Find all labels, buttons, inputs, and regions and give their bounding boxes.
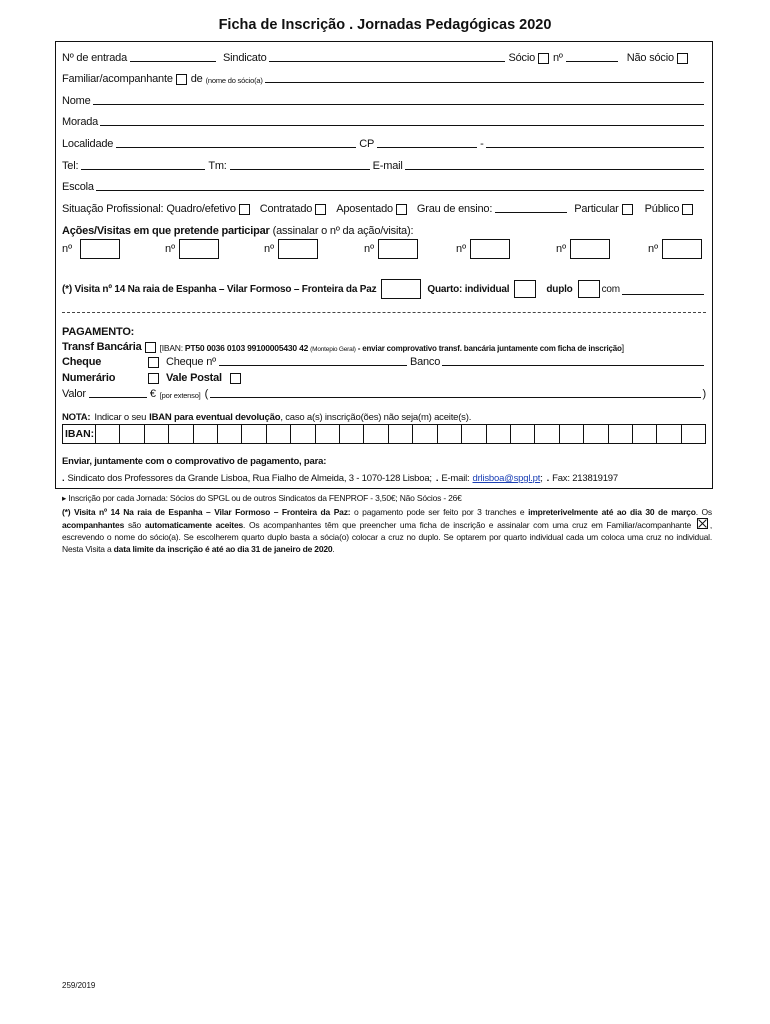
- quarto-label: Quarto: individual: [427, 283, 510, 295]
- acao-n-label: nº: [264, 243, 275, 255]
- localidade-field[interactable]: [116, 146, 356, 148]
- iban-cell[interactable]: [267, 425, 291, 443]
- contratado-label: Contratado: [259, 203, 313, 215]
- enviar-address: Sindicato dos Professores da Grande Lisboa, Rua Fialho de Almeida, 3 - 1070-128 Lisboa;: [67, 473, 432, 484]
- acao-box-2[interactable]: [179, 239, 219, 259]
- note-star: [62, 506, 712, 555]
- acao-slot-3: [264, 239, 318, 259]
- grau-label: Grau de ensino:: [416, 203, 493, 215]
- iban-cell[interactable]: [291, 425, 315, 443]
- note-bullet: [62, 492, 712, 504]
- iban-cell[interactable]: [438, 425, 462, 443]
- iban-cell[interactable]: [535, 425, 559, 443]
- numerario-checkbox[interactable]: [148, 373, 159, 384]
- iban-cell[interactable]: [389, 425, 413, 443]
- socio-label: Sócio: [508, 52, 536, 64]
- familiar-label: Familiar/acompanhante: [62, 73, 173, 85]
- row-nota: [62, 408, 706, 423]
- iban-cell[interactable]: [413, 425, 437, 443]
- row-escola: [62, 178, 706, 193]
- nome-field[interactable]: [93, 103, 704, 105]
- iban-grid-label: IBAN:: [63, 425, 96, 443]
- extenso-label: [por extenso]: [159, 391, 201, 400]
- nota-text-1: Indicar o seu: [94, 412, 147, 423]
- iban-close: ]: [621, 343, 624, 353]
- acao-slot-6: [556, 239, 610, 259]
- iban-cell[interactable]: [657, 425, 681, 443]
- row-nome: [62, 92, 706, 107]
- iban-cell[interactable]: [609, 425, 633, 443]
- enviar-title: Enviar, juntamente com o comprovativo de pagamento, para:: [62, 456, 327, 467]
- tm-field[interactable]: [230, 168, 370, 170]
- iban-cell[interactable]: [682, 425, 705, 443]
- iban-cell[interactable]: [633, 425, 657, 443]
- cp-field-2[interactable]: [486, 146, 704, 148]
- acao-slot-1: [62, 239, 120, 259]
- iban-cell[interactable]: [194, 425, 218, 443]
- row-numerario: [62, 369, 706, 384]
- iban-open: [IBAN:: [159, 343, 183, 353]
- acao-slot-2: [165, 239, 219, 259]
- acao-box-6[interactable]: [570, 239, 610, 259]
- star-text-5: , escrevendo o nome do sócio(a). Se escolherem quarto duplo basta a sócia(o) colocar a cruz no duplo. Se optarem por quarto individual cada um coloca uma cruz no individual. Nesta Visita a: [62, 520, 713, 554]
- nota-bold: IBAN para eventual devolução: [149, 412, 281, 423]
- nao-socio-checkbox[interactable]: [677, 53, 688, 64]
- escola-field[interactable]: [96, 189, 704, 191]
- acao-n-label: nº: [62, 243, 73, 255]
- star-bold-3: acompanhantes: [62, 520, 125, 530]
- entrada-label: Nº de entrada: [62, 52, 128, 64]
- socio-number-field[interactable]: [566, 60, 618, 62]
- banco-field[interactable]: [442, 364, 704, 366]
- localidade-label: Localidade: [62, 138, 114, 150]
- iban-cell[interactable]: [584, 425, 608, 443]
- acao-box-4[interactable]: [378, 239, 418, 259]
- acao-box-7[interactable]: [662, 239, 702, 259]
- quadro-label: Quadro/efetivo: [166, 203, 236, 215]
- star-bold-5: data limite da inscrição é até ao dia 31 de janeiro de 2020: [113, 544, 333, 554]
- aposentado-checkbox[interactable]: [396, 204, 407, 215]
- quadro-checkbox[interactable]: [239, 204, 250, 215]
- grau-field[interactable]: [495, 211, 567, 213]
- cp-separator: -: [480, 138, 484, 150]
- iban-cell[interactable]: [120, 425, 144, 443]
- extenso-field[interactable]: [210, 396, 701, 398]
- cheque-number-field[interactable]: [219, 364, 407, 366]
- iban-cell[interactable]: [511, 425, 535, 443]
- particular-label: Particular: [574, 203, 619, 215]
- acao-box-3[interactable]: [278, 239, 318, 259]
- iban-cell[interactable]: [364, 425, 388, 443]
- familiar-checkbox[interactable]: [176, 74, 187, 85]
- publico-checkbox[interactable]: [682, 204, 693, 215]
- acoes-hint: (assinalar o nº da ação/visita):: [272, 225, 414, 237]
- vale-label: Vale Postal: [166, 372, 222, 384]
- dashed-divider: [62, 312, 706, 313]
- cheque-label: Cheque: [62, 356, 102, 368]
- de-label: de: [190, 73, 203, 85]
- row-localidade: [62, 135, 706, 150]
- row-enviar-address: [62, 469, 706, 484]
- iban-cell[interactable]: [169, 425, 193, 443]
- enviar-comprovativo: - enviar comprovativo transf. bancária juntamente com ficha de inscrição: [357, 344, 622, 353]
- cheque-checkbox[interactable]: [148, 357, 159, 368]
- acao-slot-5: [456, 239, 510, 259]
- email-link[interactable]: drlisboa@spgl.pt: [472, 473, 541, 484]
- nao-socio-label: Não sócio: [626, 52, 674, 64]
- iban-cell[interactable]: [316, 425, 340, 443]
- iban-number: PT50 0036 0103 99100005430 42: [184, 343, 309, 353]
- nota-label: NOTA:: [62, 412, 91, 423]
- visita-box[interactable]: [381, 279, 421, 299]
- acao-box-1[interactable]: [80, 239, 120, 259]
- visita-label: (*) Visita nº 14 Na raia de Espanha – Vilar Formoso – Fronteira da Paz: [62, 283, 377, 295]
- sindicato-field[interactable]: [269, 60, 505, 62]
- bullet-text: Inscrição por cada Jornada: Sócios do SPGL ou de outros Sindicatos da FENPROF - 3,50€; Não Sócios - 26€: [68, 493, 462, 503]
- aposentado-label: Aposentado: [336, 203, 393, 215]
- star-text-4: . Os acompanhantes têm que preencher uma ficha de inscrição e assinalar com uma cruz em Familiar/acompanhante: [243, 520, 692, 530]
- com-label: com: [601, 283, 620, 295]
- transf-checkbox[interactable]: [145, 342, 156, 353]
- star-bold-2: impreterivelmente até ao dia 30 de março: [528, 507, 696, 517]
- iban-cell[interactable]: [96, 425, 120, 443]
- crossed-box-icon: [697, 518, 708, 529]
- situacao-label: Situação Profissional:: [62, 203, 164, 215]
- iban-cell[interactable]: [145, 425, 169, 443]
- enviar-dot-1: .: [62, 473, 65, 484]
- montepio-label: (Montepio Geral): [310, 346, 356, 353]
- email-label: E-mail: [372, 160, 403, 172]
- vale-checkbox[interactable]: [230, 373, 241, 384]
- particular-checkbox[interactable]: [622, 204, 633, 215]
- nome-socio-hint: (nome do sócio(a): [205, 76, 263, 85]
- iban-cell[interactable]: [340, 425, 364, 443]
- email-label-text: E-mail:: [441, 473, 470, 484]
- numerario-label: Numerário: [62, 372, 116, 384]
- acao-n-label: nº: [556, 243, 567, 255]
- nota-text-2: , caso a(s) inscrição(ões) não seja(m) aceite(s).: [280, 412, 472, 423]
- acao-n-label: nº: [456, 243, 467, 255]
- iban-cell[interactable]: [487, 425, 511, 443]
- paren-close: ): [702, 388, 706, 400]
- paren-open: (: [204, 388, 209, 400]
- iban-cell[interactable]: [218, 425, 242, 443]
- morada-label: Morada: [62, 116, 99, 128]
- nome-socio-field[interactable]: [265, 81, 704, 83]
- acao-n-label: nº: [364, 243, 375, 255]
- star-text-2: . Os: [695, 507, 712, 517]
- valor-label: Valor: [62, 388, 86, 400]
- nome-label: Nome: [62, 95, 91, 107]
- pagamento-title: PAGAMENTO:: [62, 326, 135, 338]
- iban-cell[interactable]: [462, 425, 486, 443]
- acao-slot-4: [364, 239, 418, 259]
- row-transf: [62, 338, 706, 353]
- socio-n-label: nº: [553, 52, 563, 64]
- enviar-dot-3: .: [546, 473, 550, 484]
- entrada-field[interactable]: [130, 60, 216, 62]
- cp-label: CP: [359, 138, 375, 150]
- euro-label: €: [149, 388, 156, 400]
- row-familiar: [62, 70, 706, 85]
- row-contacts: [62, 157, 706, 172]
- iban-cell[interactable]: [242, 425, 266, 443]
- tel-label: Tel:: [62, 160, 79, 172]
- enviar-dot-2: .: [435, 473, 439, 484]
- semicolon: ;: [540, 473, 543, 484]
- iban-grid: [62, 424, 706, 444]
- row-visita: [62, 279, 706, 299]
- acao-box-5[interactable]: [470, 239, 510, 259]
- email-field[interactable]: [405, 168, 704, 170]
- row-acoes-title: [62, 222, 706, 237]
- contratado-checkbox[interactable]: [315, 204, 326, 215]
- footer-code: 259/2019: [62, 981, 96, 990]
- row-enviar-title: [62, 452, 706, 467]
- star-text-1: o pagamento pode ser feito por 3 tranches e: [354, 507, 525, 517]
- star-bold-4: automaticamente aceites: [144, 520, 243, 530]
- cp-field-1[interactable]: [377, 146, 477, 148]
- acoes-title: Ações/Visitas em que pretende participar: [62, 225, 270, 237]
- duplo-label: duplo: [546, 283, 573, 295]
- row-situacao: [62, 200, 706, 215]
- row-pagamento-title: [62, 323, 706, 338]
- iban-cell[interactable]: [560, 425, 584, 443]
- star-prefix: (*): [62, 507, 71, 517]
- escola-label: Escola: [62, 181, 94, 193]
- page-title: Ficha de Inscrição . Jornadas Pedagógicas 2020: [218, 17, 552, 33]
- row-entrada: [62, 49, 706, 64]
- banco-label: Banco: [409, 356, 441, 368]
- publico-label: Público: [644, 203, 680, 215]
- quarto-duplo-box[interactable]: [578, 280, 600, 298]
- row-valor: [62, 385, 706, 400]
- fax-label: Fax: 213819197: [552, 473, 618, 484]
- row-cheque: [62, 353, 706, 368]
- star-text-3: são: [127, 520, 142, 530]
- com-field[interactable]: [622, 293, 704, 295]
- acao-n-label: nº: [165, 243, 176, 255]
- sindicato-label: Sindicato: [223, 52, 267, 64]
- acao-n-label: nº: [648, 243, 659, 255]
- socio-checkbox[interactable]: [538, 53, 549, 64]
- tm-label: Tm:: [208, 160, 227, 172]
- bullet-icon: ▸: [62, 493, 67, 503]
- cheque-n-label: Cheque nº: [166, 356, 216, 368]
- valor-field[interactable]: [89, 396, 147, 398]
- quarto-individual-box[interactable]: [514, 280, 536, 298]
- tel-field[interactable]: [81, 168, 205, 170]
- star-end: .: [332, 544, 335, 554]
- row-morada: [62, 113, 706, 128]
- transf-label: Transf Bancária: [62, 341, 142, 353]
- acao-slot-7: [648, 239, 702, 259]
- star-bold-1: Visita nº 14 Na raia de Espanha – Vilar Formoso – Fronteira da Paz:: [74, 507, 351, 517]
- morada-field[interactable]: [100, 124, 704, 126]
